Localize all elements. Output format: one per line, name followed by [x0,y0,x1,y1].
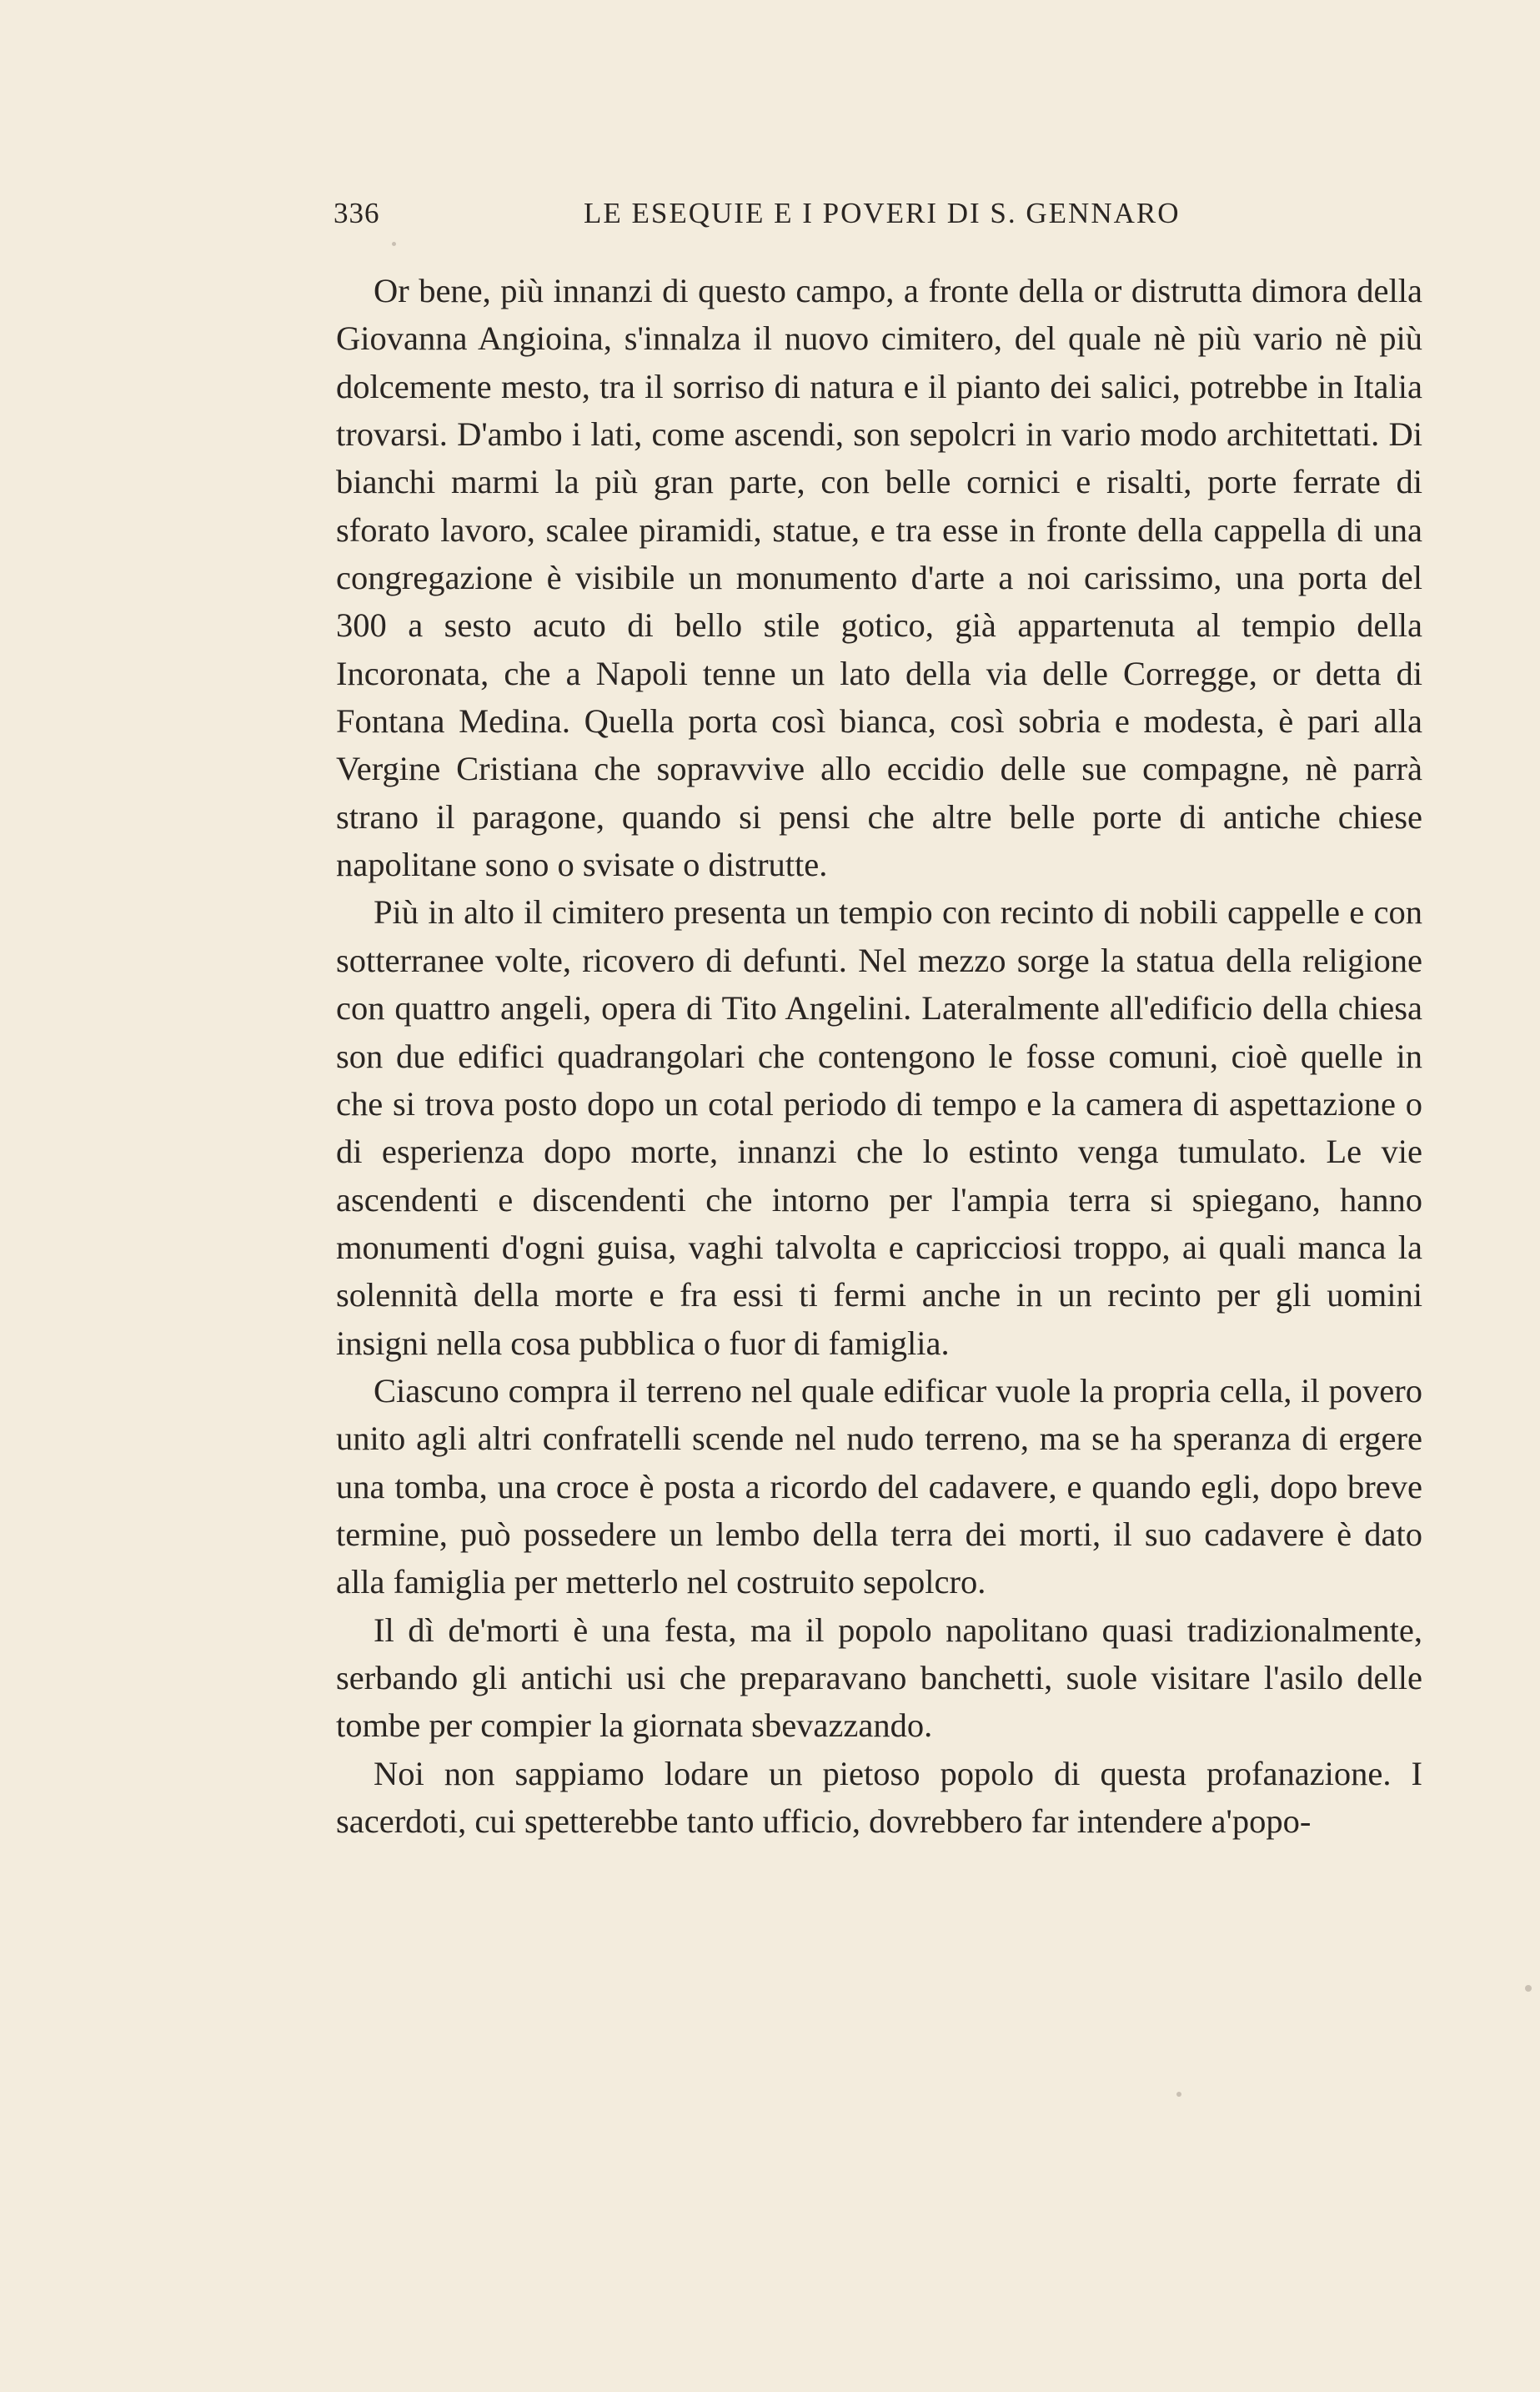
paper-speck [1525,1985,1532,1992]
page-number: 336 [334,197,380,229]
running-title: LE ESEQUIE E I POVERI DI S. GENNARO [584,197,1181,229]
paragraph: Il dì de'morti è una festa, ma il popolo napolitano quasi tradizionalmente, serbando gli antichi usi che preparavano banchetti, suole visitare l'asilo delle tombe per compier la giornata sbevazzando. [336,1611,1422,1745]
paragraph: Più in alto il cimitero presenta un tempio con recinto di nobili cappelle e con sotterranee volte, ricovero di defunti. Nel mezzo sorge la statua della religione con quattro angeli, opera di Tito Angelini. Lateralmente all'edificio della chiesa son due edifici quadrangolari che contengono le fosse comuni, cioè quelle in che si trova posto dopo un cotal periodo di tempo e la camera di aspettazione o di esperienza dopo morte, innanzi che lo estinto venga tumulato. Le vie ascendenti e discendenti che intorno per l'ampia terra si spiegano, hanno monumenti d'ogni guisa, vaghi talvolta e capricciosi troppo, ai quali manca la solennità della morte e fra essi ti fermi anche in un recinto per gli uomini insigni nella cosa pubblica o fuor di famiglia. [336,893,1422,1362]
paragraph: Or bene, più innanzi di questo campo, a fronte della or distrutta dimora della Giovanna Angioina, s'innalza il nuovo cimitero, del quale nè più vario nè più dolcemente mesto, tra il sorriso di natura e il pianto dei salici, potrebbe in Italia trovarsi. D'ambo i lati, come ascendi, son sepolcri in vario modo architettati. Di bianchi marmi la più gran parte, con belle cornici e risalti, porte ferrate di sforato lavoro, scalee piramidi, statue, e tra esse in fronte della cappella di una congregazione è visibile un monumento d'arte a noi carissimo, una porta del 300 a sesto acuto di bello stile gotico, già appartenuta al tempio della Incoronata, che a Napoli tenne un lato della via delle Corregge, or detta di Fontana Medina. Quella porta così bianca, così sobria e modesta, è pari alla Vergine Cristiana che sopravvive allo eccidio delle sue compagne, nè parrà strano il paragone, quando si pensi che altre belle porte di antiche chiese napolitane sono o svisate o distrutte. [336,272,1422,884]
paper-speck [392,242,396,246]
paragraph: Ciascuno compra il terreno nel quale edificar vuole la propria cella, il povero unito agli altri confratelli scende nel nudo terreno, ma se ha speranza di ergere una tomba, una croce è posta a ricordo del cadavere, e quando egli, dopo breve termine, può possedere un lembo della terra dei morti, il suo cadavere è dato alla famiglia per metterlo nel costruito sepolcro. [336,1371,1422,1601]
paper-speck [1176,2092,1181,2097]
body-text [336,267,1422,1845]
paragraph: Noi non sappiamo lodare un pietoso popolo di questa profanazione. I sacerdoti, cui spetterebbe tanto ufficio, dovrebbero far intendere a'popo- [336,1754,1422,1840]
page-header [334,197,1201,239]
